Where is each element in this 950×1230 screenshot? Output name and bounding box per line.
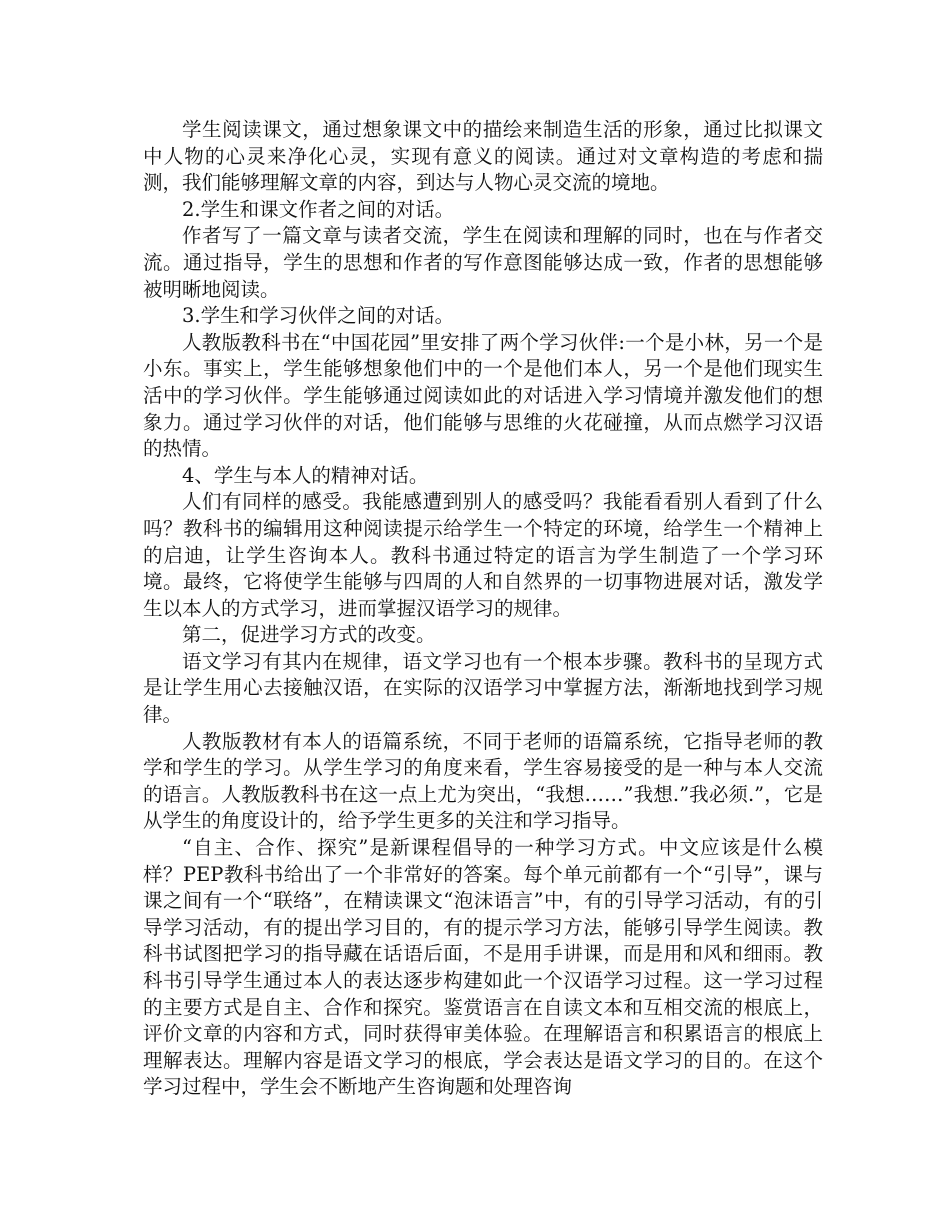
heading-student-self-dialogue: 4、学生与本人的精神对话。 [182, 463, 429, 487]
heading-student-partner-dialogue: 3.学生和学习伙伴之间的对话。 [182, 304, 455, 328]
paragraph-reading-imagination: 学生阅读课文，通过想象课文中的描绘来制造生活的形象，通过比拟课文中人物的心灵来净化心灵，实现有意义的阅读。通过对文章构造的考虑和揣测，我们能够理解文章的内容，到达与人物心灵交流的境地。 [143, 118, 823, 195]
document-page [143, 117, 823, 1101]
paragraph-autonomous-learning: “自主、合作、探究”是新课程倡导的一种学习方式。中文应该是什么模样？PEP教科书给出了一个非常好的答案。每个单元前都有一个“引导”，课与课之间有一个“联络”，在精读课文“泡沫语言”中，有的引导学习活动，有的引导学习活动，有的提出学习目的，有的提示学习方法，能够引导学生阅读。教科书试图把学习的指导藏在话语后面，不是用手讲课，而是用和风和细雨。教科书引导学生通过本人的表达逐步构建如此一个汉语学习过程。这一学习过程的主要方式是自主、合作和探究。鉴赏语言在自读文本和互相交流的根底上，评价文章的内容和方式，同时获得审美体验。在理解语言和积累语言的根底上理解表达。理解内容是语文学习的根底，学会表达是语文学习的目的。在这个学习过程中，学生会不断地产生咨询题和处理咨询 [143, 836, 823, 1099]
paragraph-spiritual-dialogue: 人们有同样的感受。我能感遭到别人的感受吗？我能看看别人看到了什么吗？教科书的编辑用这种阅读提示给学生一个特定的环境，给学生一个精神上的启迪，让学生咨询本人。教科书通过特定的语言为学生制造了一个学习环境。最终，它将使学生能够与四周的人和自然界的一切事物进展对话，激发学生以本人的方式学习，进而掌握汉语学习的规律。 [143, 490, 823, 620]
paragraph-learning-rules: 语文学习有其内在规律，语文学习也有一个根本步骤。教科书的呈现方式是让学生用心去接触汉语，在实际的汉语学习中掌握方法，渐渐地找到学习规律。 [143, 649, 823, 727]
heading-student-author-dialogue: 2.学生和课文作者之间的对话。 [182, 197, 455, 221]
paragraph-discourse-system: 人教版教材有本人的语篇系统，不同于老师的语篇系统，它指导老师的教学和学生的学习。从学生学习的角度来看，学生容易接受的是一种与本人交流的语言。人教版教科书在这一点上尤为突出，“我想……”我想.”我必须.”，它是从学生的角度设计的，给予学生更多的关注和学习指导。 [143, 729, 823, 833]
heading-learning-method-change: 第二，促进学习方式的改变。 [182, 623, 436, 647]
paragraph-learning-partners: 人教版教科书在“中国花园”里安排了两个学习伙伴:一个是小林，另一个是小东。事实上，学生能够想象他们中的一个是他们本人，另一个是他们现实生活中的学习伙伴。学生能够通过阅读如此的对话进入学习情境并激发他们的想象力。通过学习伙伴的对话，他们能够与思维的火花碰撞，从而点燃学习汉语的热情。 [143, 330, 823, 461]
paragraph-author-communication: 作者写了一篇文章与读者交流，学生在阅读和理解的同时，也在与作者交流。通过指导，学生的思想和作者的写作意图能够达成一致，作者的思想能够被明晰地阅读。 [143, 224, 823, 301]
